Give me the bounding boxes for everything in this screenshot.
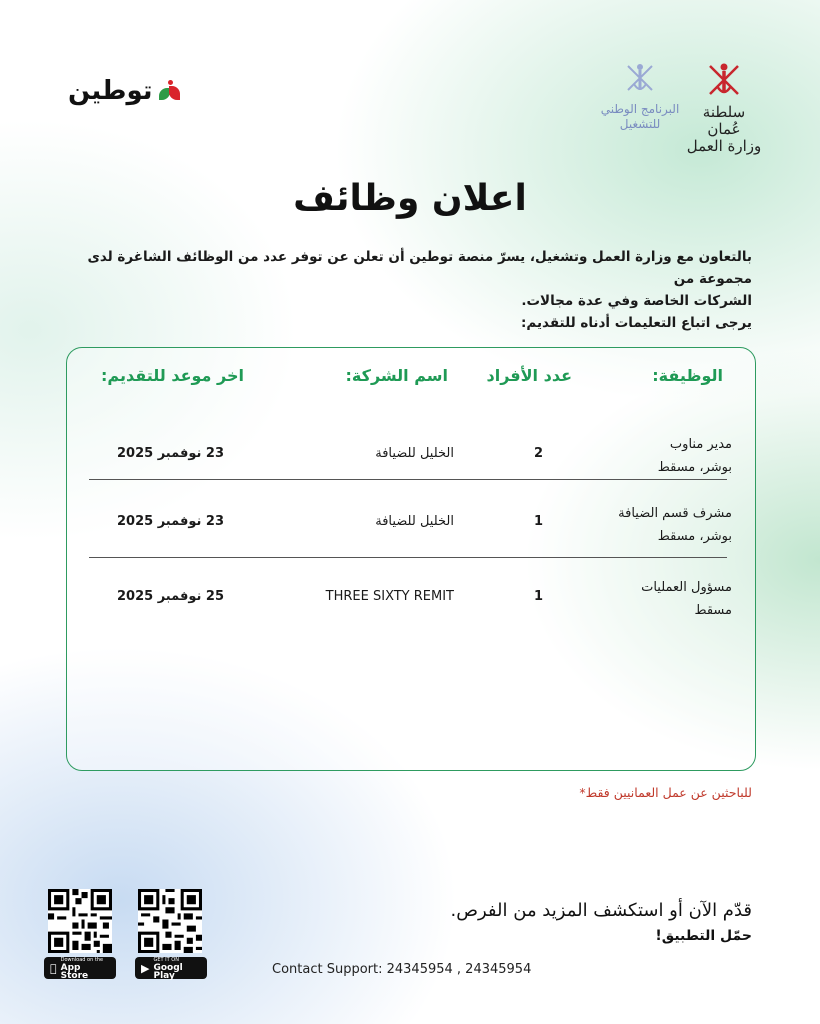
brand-name: توطين: [68, 76, 153, 106]
row2-job: مشرف قسم الضيافة: [618, 506, 732, 521]
program-name-line1: البرنامج الوطني: [600, 102, 680, 116]
row3-company: THREE SIXTY REMIT: [325, 589, 454, 604]
page-title: اعلان وظائف: [293, 178, 527, 219]
khanjar-emblem-icon: [622, 60, 658, 96]
row2-location: بوشر، مسقط: [657, 529, 732, 544]
row1-job: مدير مناوب: [669, 437, 732, 452]
ministry-of-labour-logo: [684, 60, 764, 155]
jobs-table-card: [66, 347, 756, 771]
intro-line3: يرجى اتباع التعليمات أدناه للتقديم:: [520, 315, 752, 331]
row-divider: [89, 479, 727, 480]
row3-deadline: 25 نوفمبر 2025: [117, 589, 224, 604]
row2-deadline: 23 نوفمبر 2025: [117, 514, 224, 529]
google-play-qr-code[interactable]: [138, 889, 202, 953]
header-count: عدد الأفراد: [486, 366, 572, 385]
google-play-big: Googl Play: [153, 963, 183, 981]
row1-deadline: 23 نوفمبر 2025: [117, 446, 224, 461]
google-play-icon: ▶: [141, 961, 150, 975]
header-company: اسم الشركة:: [345, 366, 448, 385]
ministry-name-line2: وزارة العمل: [686, 137, 762, 155]
row-divider: [89, 557, 727, 558]
row2-company: الخليل للضيافة: [375, 514, 454, 529]
apple-icon: [50, 962, 57, 975]
row2-count: 1: [533, 514, 543, 529]
row1-count: 2: [533, 446, 543, 461]
intro-line2: الشركات الخاصة وفي عدة مجالات.: [521, 293, 752, 309]
header-job: الوظيفة:: [652, 366, 723, 385]
row3-job: مسؤول العمليات: [641, 580, 732, 595]
row3-count: 1: [533, 589, 543, 604]
ministry-name-line1: سلطنة عُمان: [702, 103, 746, 138]
app-store-badge[interactable]: [44, 957, 116, 979]
apply-now-text: قدّم الآن أو استكشف المزيد من الفرص.: [450, 900, 752, 921]
app-store-small: Download on the: [54, 961, 97, 967]
app-store-qr-code[interactable]: [48, 889, 112, 953]
intro-line1: بالتعاون مع وزارة العمل وتشغيل، يسرّ منصة توطين أن تعلن عن توفر عدد من الوظائف الشاغرة لدى مجموعة من: [87, 249, 752, 287]
omani-only-note: للباحثين عن عمل العمانيين فقط*: [579, 785, 752, 800]
national-employment-program-logo: [600, 60, 680, 132]
tawteen-logo: [68, 76, 181, 106]
row1-location: بوشر، مسقط: [657, 460, 732, 475]
download-app-text: حمّل التطبيق!: [655, 928, 752, 944]
row1-company: الخليل للضيافة: [375, 446, 454, 461]
google-play-badge[interactable]: [135, 957, 207, 979]
oman-emblem-icon: [704, 60, 744, 98]
intro-text: [62, 246, 752, 334]
row3-location: مسقط: [694, 603, 732, 618]
program-name-line2: للتشغيل: [619, 117, 661, 131]
header-deadline: اخر موعد للتقديم:: [101, 366, 244, 385]
contact-support: Contact Support: 24345954 , 24345954: [272, 962, 532, 977]
google-play-small: GET IT ON: [153, 957, 179, 963]
app-store-big: App Store: [54, 967, 105, 977]
tawteen-leaf-icon: [159, 80, 181, 102]
